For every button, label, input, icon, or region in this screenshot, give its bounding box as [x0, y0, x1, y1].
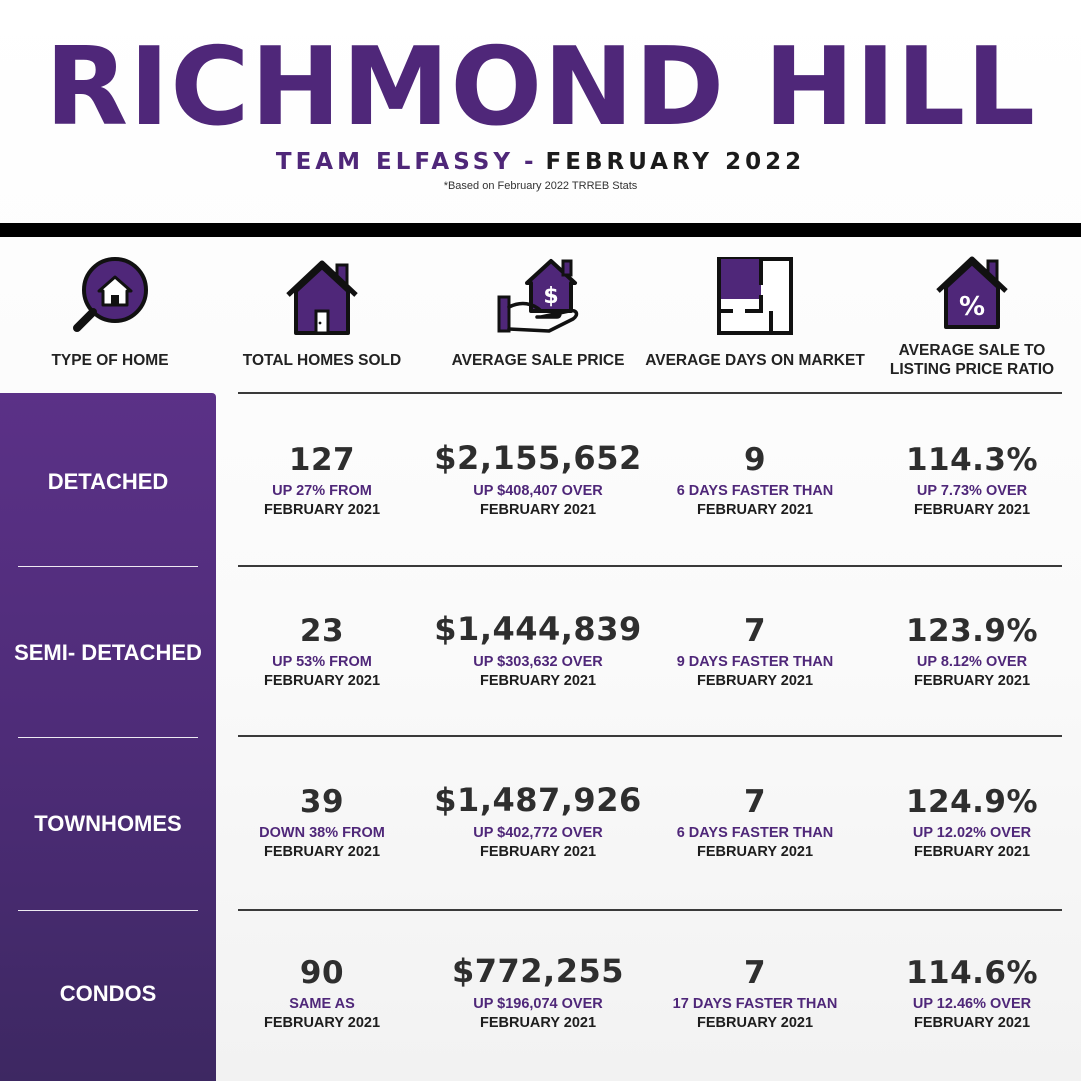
stat-value: 23 [299, 613, 345, 649]
type-condos: CONDOS [59, 981, 157, 1006]
stat-base: FEBRUARY 2021 [263, 844, 381, 860]
report-month: FEBRUARY 2022 [545, 149, 806, 175]
stat-change: 9 DAYS FASTER THAN [676, 654, 834, 670]
row-divider [238, 735, 1062, 737]
stat-base: FEBRUARY 2021 [913, 1015, 1031, 1031]
stat-value: $1,444,839 [434, 610, 642, 648]
subtitle [0, 146, 1081, 178]
row-divider [238, 909, 1062, 911]
stat-base: FEBRUARY 2021 [696, 502, 814, 518]
stat-change: UP 8.12% OVER [916, 654, 1028, 670]
stat-value: $2,155,652 [434, 439, 642, 477]
column-label: TYPE OF HOME [51, 352, 169, 369]
sidebar-divider [18, 566, 198, 567]
cell-ratio [872, 611, 1072, 691]
stat-base: FEBRUARY 2021 [696, 844, 814, 860]
stat-change: DOWN 38% FROM [259, 825, 385, 841]
cell-price [428, 951, 648, 1033]
stat-base: FEBRUARY 2021 [913, 673, 1031, 689]
stat-base: FEBRUARY 2021 [696, 673, 814, 689]
stat-value: 7 [743, 613, 767, 649]
type-detached: DETACHED [47, 469, 169, 494]
stat-value: 39 [299, 784, 345, 820]
stat-base: FEBRUARY 2021 [913, 502, 1031, 518]
source-note: *Based on February 2022 TRREB Stats [443, 180, 638, 192]
stat-change: 6 DAYS FASTER THAN [676, 825, 834, 841]
stat-base: FEBRUARY 2021 [479, 1015, 597, 1031]
cell-days [645, 953, 865, 1033]
stat-change: 17 DAYS FASTER THAN [672, 996, 838, 1012]
page-title: RICHMOND HILL [44, 25, 1037, 150]
cell-ratio [872, 953, 1072, 1033]
stat-value: 124.9% [905, 784, 1039, 820]
cell-sold [222, 440, 422, 520]
cell-days [645, 782, 865, 862]
stat-change: UP 12.02% OVER [912, 825, 1032, 841]
stat-value: 7 [743, 955, 767, 991]
stat-value: 9 [743, 442, 767, 478]
cell-price [428, 780, 648, 862]
stat-value: 123.9% [905, 613, 1039, 649]
cell-days [645, 611, 865, 691]
stat-value: 90 [299, 955, 345, 991]
stat-change: UP $408,407 OVER [473, 483, 603, 499]
stat-base: FEBRUARY 2021 [479, 502, 597, 518]
hand-house-dollar-icon [493, 255, 583, 337]
cell-days [645, 440, 865, 520]
stat-value: 114.6% [905, 955, 1039, 991]
type-townhomes: TOWNHOMES [34, 811, 182, 836]
stat-change: UP $196,074 OVER [473, 996, 603, 1012]
stat-value: $1,487,926 [434, 781, 642, 819]
column-label: TOTAL HOMES SOLD [242, 352, 402, 369]
cell-sold [222, 611, 422, 691]
svg-text:$: $ [543, 284, 559, 309]
cell-price [428, 609, 648, 691]
stat-base: FEBRUARY 2021 [479, 844, 597, 860]
column-label: AVERAGE SALE TO LISTING PRICE RATIO [889, 342, 1055, 378]
stat-base: FEBRUARY 2021 [263, 673, 381, 689]
sidebar-divider [18, 737, 198, 738]
team-name: TEAM ELFASSY [275, 149, 514, 175]
stat-base: FEBRUARY 2021 [913, 844, 1031, 860]
cell-ratio [872, 440, 1072, 520]
stat-base: FEBRUARY 2021 [263, 502, 381, 518]
column-type-of-home [10, 255, 210, 395]
column-average-sale-price [438, 255, 638, 395]
cell-sold [222, 953, 422, 1033]
cell-price [428, 438, 648, 520]
stat-value: 114.3% [905, 442, 1039, 478]
stat-change: SAME AS [289, 996, 355, 1012]
column-label: AVERAGE DAYS ON MARKET [645, 352, 865, 369]
sidebar-divider [18, 910, 198, 911]
row-divider [238, 392, 1062, 394]
column-total-homes-sold [222, 255, 422, 395]
stat-change: UP $303,632 OVER [473, 654, 603, 670]
column-label: AVERAGE SALE PRICE [451, 352, 625, 369]
cell-ratio [872, 782, 1072, 862]
svg-text:%: % [958, 292, 986, 322]
divider-bar [0, 223, 1081, 237]
subtitle-separator: - [513, 149, 546, 175]
stat-base: FEBRUARY 2021 [479, 673, 597, 689]
stat-change: UP 7.73% OVER [916, 483, 1028, 499]
column-average-days-on-market [640, 255, 870, 395]
stat-change: UP $402,772 OVER [473, 825, 603, 841]
house-percent-icon [932, 255, 1012, 331]
house-icon [282, 255, 362, 337]
stat-change: 6 DAYS FASTER THAN [676, 483, 834, 499]
stat-base: FEBRUARY 2021 [263, 1015, 381, 1031]
column-sale-to-list-ratio [872, 255, 1072, 395]
row-divider [238, 565, 1062, 567]
header [0, 0, 1081, 222]
type-semi-detached: SEMI- DETACHED [14, 640, 202, 665]
stat-value: $772,255 [451, 952, 624, 990]
stat-change: UP 12.46% OVER [912, 996, 1032, 1012]
stat-change: UP 53% FROM [272, 654, 372, 670]
floor-plan-icon [715, 255, 795, 337]
cell-sold [222, 782, 422, 862]
search-house-icon [65, 255, 155, 337]
stat-value: 7 [743, 784, 767, 820]
stat-change: UP 27% FROM [272, 483, 372, 499]
stat-base: FEBRUARY 2021 [696, 1015, 814, 1031]
stat-value: 127 [288, 442, 356, 478]
